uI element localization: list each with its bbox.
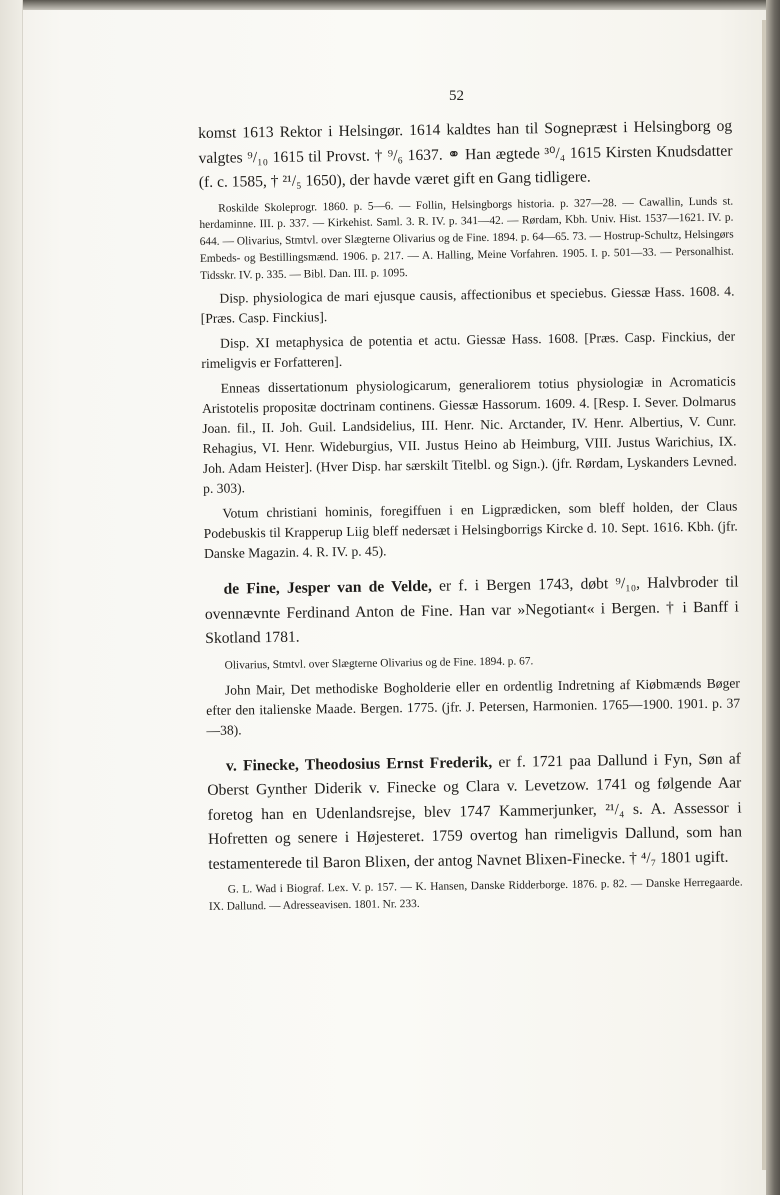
top-page-edge	[0, 0, 780, 10]
entry-heading: v. Finecke, Theodosius Ernst Frederik,	[225, 753, 493, 775]
work-item: Votum christiani hominis, foregiffuen i en Ligprædicken, som bleff holden, der Claus Podebuskis til Krapperup Liig bleff nedersæt i Helsingborrigs Kircke d. 10. Sept. 1616. Kbh. (jfr. Danske Magazin. 4. R. IV. p. 45).	[203, 498, 738, 562]
page-number: 52	[449, 88, 464, 104]
entry-de-fine	[204, 571, 739, 652]
entry-sources: Roskilde Skoleprogr. 1860. p. 5—6. — Follin, Helsingborgs historia. p. 327—28. — Cawallin, Lunds st. herdaminne. III. p. 337. — Kirkehist. Saml. 3. R. IV. p. 341—42. — Rørdam, Kbh. Univ. Hist. 1537—1621. IV. p. 644. — Olivarius, Stmtvl. over Slægterne Olivarius og de Fine. 1894. p. 64—65. 73. — Hostrup-Schultz, Helsingørs Embeds- og Bestillingsmænd. 1906. p. 217. — A. Halling, Meine Vorfahren. 1905. I. p. 501—33. — Personalhist. Tidsskr. IV. p. 335. — Bibl. Dan. III. p. 1095.	[199, 195, 734, 282]
entry-sources: G. L. Wad i Biograf. Lex. V. p. 157. — K. Hansen, Danske Ridderborge. 1876. p. 82. — Danske Herregaarde. IX. Dallund. — Adresseavisen. 1801. Nr. 233.	[208, 876, 743, 914]
work-item: Disp. physiologica de mari ejusque causis, affectionibus et speciebus. Giessæ Hass. 1608. 4. [Præs. Casp. Finckius].	[200, 284, 735, 327]
entry-bio: er f. i Bergen 1743, døbt ⁹/₁₀, Halvbroder til ovennævnte Ferdinand Anton de Fine. Han var »Negotiant« i Bergen. † i Banff i Skotland 1781.	[204, 573, 739, 648]
binding-edge	[0, 0, 23, 1195]
entry-finecke	[207, 747, 743, 877]
entry-sources: Olivarius, Stmtvl. over Slægterne Olivarius og de Fine. 1894. p. 67.	[224, 655, 534, 672]
entry-bio: er f. 1721 paa Dallund i Fyn, Søn af Oberst Gynther Diderik v. Finecke og Clara v. Levetzow. 1741 og følgende Aar foretog han en Udenlandsrejse, blev 1747 Kammerjunker, ²¹/₄ s. A. Assessor i Hofretten og senere i Højesteret. 1759 overtog han rimeligvis Dallund, som han testamenterede til Baron Blixen, der antog Navnet Blixen-Finecke. † ⁴/₇ 1801 ugift.	[207, 750, 743, 873]
work-item: Disp. XI metaphysica de potentia et actu. Giessæ Hass. 1608. [Præs. Casp. Finckius, der rimeligvis er Forfatteren].	[201, 329, 736, 372]
page-text	[198, 115, 743, 916]
right-page-edge	[766, 0, 780, 1195]
work-item: John Mair, Det methodiske Bogholderie eller en ordentlig Indretning af Kiøbmænds Bøger efter den italienske Maade. Bergen. 1775. (jfr. J. Petersen, Harmonien. 1765—1900. 1901. p. 37—38).	[206, 675, 741, 738]
entry-continuation-text: komst 1613 Rektor i Helsingør. 1614 kaldtes han til Sognepræst i Helsingborg og valgtes ⁹/₁₀ 1615 til Provst. † ⁹/₆ 1637. ⚭ Han ægtede ³⁰/₄ 1615 Kirsten Knudsdatter (f. c. 1585, † ²¹/₅ 1650), der havde været gift en Gang tidligere.	[198, 117, 733, 191]
entry-heading: de Fine, Jesper van de Velde,	[223, 578, 432, 599]
work-item: Enneas dissertationum physiologicarum, generaliorem totius physiologiæ in Acromaticis Aristotelis propositæ doctrinam continens. Giessæ Hassorum. 1609. 4. [Resp. I. Sever. Dolmarus Joan. fil., II. Joh. Guil. Landsidelius, III. Henr. Nic. Arctander, IV. Henr. Albertius, V. Cunr. Rehagius, VI. Henr. Wideburgius, VII. Justus Heino ab Heimburg, VIII. Justus Warichius, IX. Joh. Adam Heister]. (Hver Disp. har særskilt Titelbl. og Sign.). (jfr. Rørdam, Lyskanders Levned. p. 303).	[201, 374, 737, 497]
